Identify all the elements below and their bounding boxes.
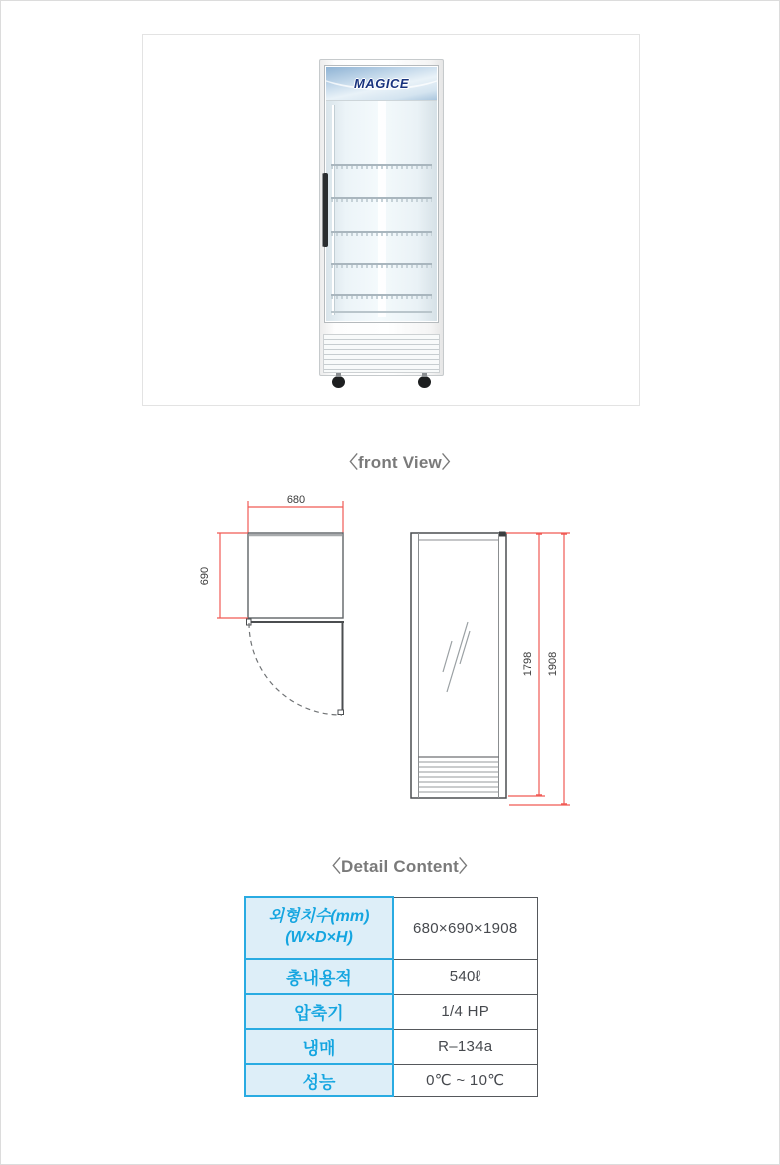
dim-text-door-height: 1798 bbox=[522, 651, 534, 677]
dim-text-width: 680 bbox=[286, 494, 306, 506]
elevation-hinge-mark bbox=[499, 532, 506, 537]
spec-row-dimensions bbox=[245, 897, 537, 959]
spec-table bbox=[244, 896, 538, 1097]
plan-door-swing-arc bbox=[249, 623, 342, 715]
spec-label-compressor: 압축기 bbox=[245, 994, 393, 1029]
spec-value-refrigerant: R–134a bbox=[393, 1029, 537, 1064]
spec-label-refrigerant: 냉매 bbox=[245, 1029, 393, 1064]
product-image-refrigerator bbox=[319, 59, 444, 391]
detail-content-label: 〈Detail Content〉 bbox=[323, 857, 477, 876]
spec-label-performance: 성능 bbox=[245, 1064, 393, 1096]
fridge-cabinet bbox=[319, 59, 444, 376]
elevation-grille-slats bbox=[419, 762, 499, 792]
spec-label-line2: (W×D×H) bbox=[285, 929, 353, 946]
fridge-glass-interior bbox=[326, 100, 437, 321]
plan-door-end-cap bbox=[338, 710, 344, 715]
spec-row-compressor bbox=[245, 994, 537, 1029]
dim-text-depth: 690 bbox=[199, 566, 211, 586]
spec-value-capacity: 540ℓ bbox=[393, 959, 537, 994]
wire-shelf bbox=[331, 263, 432, 268]
spec-label-capacity: 총내용적 bbox=[245, 959, 393, 994]
spec-value-dimensions: 680×690×1908 bbox=[393, 897, 537, 959]
product-image-box bbox=[142, 34, 640, 406]
spec-value-performance: 0℃ ~ 10℃ bbox=[393, 1064, 537, 1096]
elevation-cabinet-outline bbox=[411, 533, 506, 798]
caster-wheel bbox=[332, 376, 345, 388]
wire-shelf bbox=[331, 164, 432, 169]
dimension-drawings bbox=[181, 486, 601, 831]
dim-text-total-height: 1908 bbox=[547, 651, 559, 677]
fridge-glass-door bbox=[324, 65, 439, 323]
interior-floor bbox=[331, 311, 432, 313]
spec-row-refrigerant bbox=[245, 1029, 537, 1064]
fridge-brand-panel bbox=[326, 67, 437, 100]
plan-cabinet-outline bbox=[248, 533, 343, 618]
door-handle bbox=[322, 173, 328, 247]
spec-row-performance bbox=[245, 1064, 537, 1096]
brand-logo-text: MAGICE bbox=[354, 76, 409, 91]
wire-shelf bbox=[331, 294, 432, 299]
interior-lamp bbox=[332, 105, 334, 315]
bottom-vent-grille bbox=[323, 334, 440, 373]
wire-shelf bbox=[331, 231, 432, 236]
spec-label-dimensions bbox=[245, 897, 393, 959]
interior-back-divider bbox=[378, 101, 386, 317]
spec-value-compressor: 1/4 HP bbox=[393, 994, 537, 1029]
spec-label-line1: 외형치수(mm) bbox=[268, 908, 370, 926]
front-view-label: 〈front View〉 bbox=[340, 453, 460, 472]
caster-wheel bbox=[418, 376, 431, 388]
wire-shelf bbox=[331, 197, 432, 202]
spec-row-capacity bbox=[245, 959, 537, 994]
